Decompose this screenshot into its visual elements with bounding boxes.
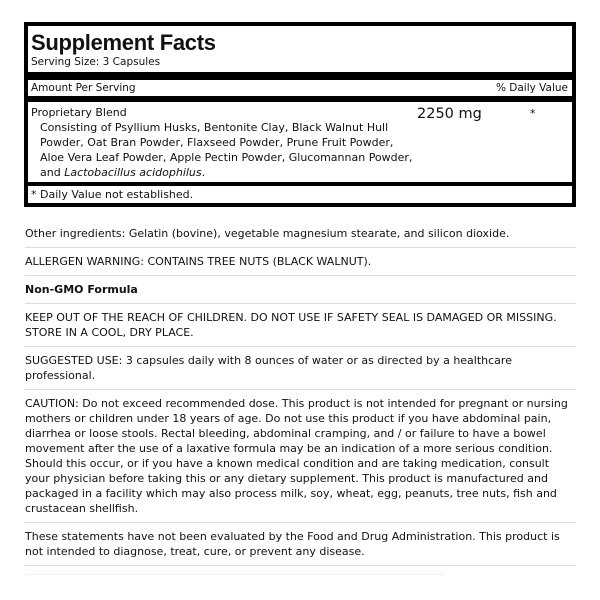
non-gmo-label: Non-GMO Formula: [25, 276, 576, 304]
amount-per-serving-label: Amount Per Serving: [31, 82, 136, 94]
other-ingredients: Other ingredients: Gelatin (bovine), vegetable magnesium stearate, and silicon dioxide.: [25, 219, 576, 248]
proprietary-blend-row: [28, 102, 572, 182]
thick-divider: [28, 72, 572, 80]
serving-size: Serving Size: 3 Capsules: [31, 56, 161, 68]
label-text-sections: [25, 219, 576, 581]
allergen-warning: ALLERGEN WARNING: CONTAINS TREE NUTS (BLACK WALNUT).: [25, 248, 576, 276]
blend-description-text: Consisting of Psyllium Husks, Bentonite Clay, Black Walnut Hull Powder, Oat Bran Powder, Flaxseed Powder, Prune Fruit Powder, Aloe Vera Leaf Powder, Apple Pectin Powder, Glucomannan Powder, and: [40, 121, 413, 179]
blend-daily-value: *: [530, 107, 536, 120]
blend-description-end: .: [201, 166, 206, 179]
blend-description: [31, 120, 415, 180]
blend-name: Proprietary Blend: [31, 106, 127, 119]
suggested-use: SUGGESTED USE: 3 capsules daily with 8 ounces of water or as directed by a healthcare professional.: [25, 347, 576, 390]
facts-title: Supplement Facts: [31, 30, 216, 55]
clipped-text-line: [25, 574, 445, 581]
daily-value-footnote: * Daily Value not established.: [31, 188, 194, 201]
supplement-facts-panel: [24, 22, 576, 207]
caution-text: CAUTION: Do not exceed recommended dose. This product is not intended for pregnant or nursing mothers or children under 18 years of age. Do not use this product if you have abdominal pain, diarrhea or loose stools. Rectal bleeding, abdominal cramping, and / or failure to have a bowel movement after the use of a laxative formula may be an indication of a more serious condition. Should this occur, or if you have a known medical condition and are taking medication, consult your physician before taking this or any dietary supplement. This product is manufactured and packaged in a facility which may also process milk, soy, wheat, egg, peanuts, tree nuts, fish and crustacean shellfish.: [25, 390, 576, 523]
keep-out-of-reach: KEEP OUT OF THE REACH OF CHILDREN. DO NOT USE IF SAFETY SEAL IS DAMAGED OR MISSING. STORE IN A COOL, DRY PLACE.: [25, 304, 576, 347]
amount-header-row: [28, 80, 572, 96]
blend-amount: 2250 mg: [417, 106, 482, 122]
fda-disclaimer: These statements have not been evaluated by the Food and Drug Administration. This product is not intended to diagnose, treat, cure, or prevent any disease.: [25, 523, 576, 566]
daily-value-label: % Daily Value: [495, 82, 568, 94]
blend-description-italic: Lactobacillus acidophilus: [64, 166, 202, 179]
